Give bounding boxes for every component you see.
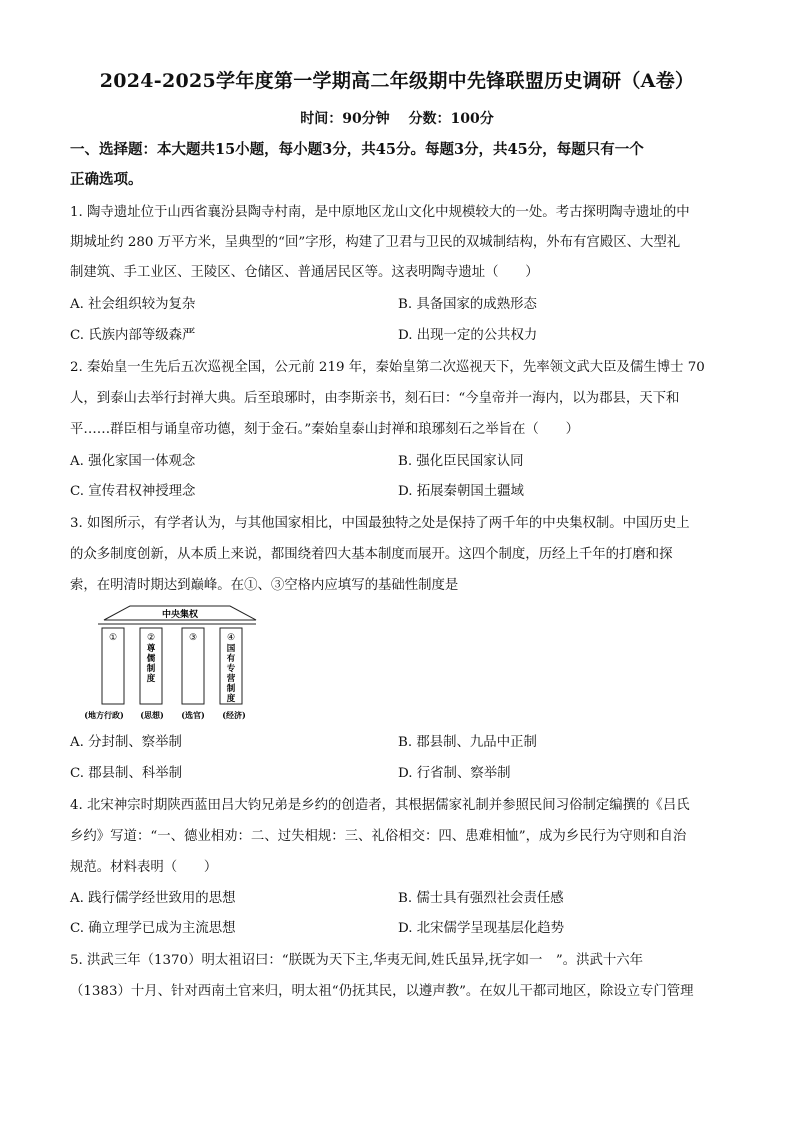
question-3-option-a[interactable]: A. 分封制、察举制	[70, 735, 182, 750]
diagram-pillar-num-1: ①	[108, 633, 118, 643]
question-3-line: 3. 如图所示，有学者认为，与其他国家相比，中国最独特之处是保持了两千年的中央集权制。中国历史上	[70, 516, 690, 531]
question-3-option-b[interactable]: B. 郡县制、九品中正制	[398, 735, 537, 750]
question-3-option-c[interactable]: C. 郡县制、科举制	[70, 766, 183, 781]
question-3-line: 索，在明清时期达到巅峰。在①、③空格内应填写的基础性制度是	[70, 578, 459, 593]
question-2-line: 平……群臣相与诵皇帝功德，刻于金石。”秦始皇泰山封禅和琅琊刻石之举旨在（ ）	[70, 422, 579, 437]
question-4-option-a[interactable]: A. 践行儒学经世致用的思想	[70, 891, 236, 906]
section-heading-line-2: 正确选项。	[70, 171, 143, 188]
diagram-label-2: (思想)	[140, 710, 164, 720]
question-1-option-a[interactable]: A. 社会组织较为复杂	[70, 297, 196, 312]
question-4-line: 4. 北宋神宗时期陕西蓝田吕大钧兄弟是乡约的创造者，其根据儒家礼制并参照民间习俗制定编撰的《吕氏	[70, 798, 690, 813]
diagram-roof-label: 中央集权	[161, 610, 199, 620]
question-1-option-c[interactable]: C. 氏族内部等级森严	[70, 328, 196, 343]
question-2-line: 2. 秦始皇一生先后五次巡视全国，公元前 219 年，秦始皇第二次巡视天下，先率领文武大臣及儒生博士 70	[70, 360, 705, 375]
diagram-pillar-4-text: 国有专营制度	[226, 644, 236, 704]
question-3-option-d[interactable]: D. 行省制、察举制	[398, 766, 511, 781]
question-1-line: 期城址约 280 万平方米，呈典型的“回”字形，构建了卫君与卫民的双城制结构，外布有宫殿区、大型礼	[70, 235, 681, 250]
question-4-line: 乡约》写道：“一、德业相劝：二、过失相规：三、礼俗相交：四、患难相恤”，成为乡民行为守则和自治	[70, 829, 687, 844]
diagram-label-1: (地方行政)	[84, 710, 124, 720]
question-2-option-d[interactable]: D. 拓展秦朝国土疆域	[398, 484, 524, 499]
question-4-option-c[interactable]: C. 确立理学已成为主流思想	[70, 921, 236, 936]
question-2-line: 人，到泰山去举行封禅大典。后至琅琊时，由李斯亲书，刻石曰：“今皇帝并一海内，以为郡县，天下和	[70, 391, 680, 406]
question-1-line: 1. 陶寺遗址位于山西省襄汾县陶寺村南，是中原地区龙山文化中规模较大的一处。考古探明陶寺遗址的中	[70, 205, 690, 220]
question-2-option-a[interactable]: A. 强化家国一体观念	[70, 454, 196, 469]
page-subtitle: 时间：90分钟 分数：100分	[300, 111, 494, 127]
question-5-line: （1383）十月、针对西南土官来归，明太祖“仍抚其民，以遵声教”。在奴儿干都司地区，除设立专门管理	[70, 984, 694, 999]
central-power-diagram	[72, 600, 262, 724]
question-2-option-b[interactable]: B. 强化臣民国家认同	[398, 454, 524, 469]
question-1-option-d[interactable]: D. 出现一定的公共权力	[398, 328, 538, 343]
question-1-option-b[interactable]: B. 具备国家的成熟形态	[398, 297, 537, 312]
diagram-label-3: (选官)	[181, 710, 205, 720]
question-3-line: 的众多制度创新，从本质上来说，都围绕着四大基本制度而展开。这四个制度，历经上千年的打磨和探	[70, 547, 673, 562]
question-5-line: 5. 洪武三年（1370）明太祖诏曰：“朕既为天下主,华夷无间,姓氏虽异,抚字如一 ”。洪武十六年	[70, 953, 644, 968]
diagram-pillar-num-4: ④	[226, 633, 236, 643]
diagram-pillar-num-2: ②	[146, 633, 156, 643]
question-4-option-d[interactable]: D. 北宋儒学呈现基层化趋势	[398, 921, 565, 936]
question-4-line: 规范。材料表明（ ）	[70, 860, 218, 875]
section-heading-line-1: 一、选择题：本大题共15小题，每小题3分，共45分。每题3分，共45分，每题只有一个	[70, 141, 644, 158]
diagram-label-4: (经济)	[222, 710, 246, 720]
question-2-option-c[interactable]: C. 宣传君权神授理念	[70, 484, 196, 499]
diagram-pillar-2-text: 尊儒制度	[146, 644, 156, 684]
question-4-option-b[interactable]: B. 儒士具有强烈社会责任感	[398, 891, 564, 906]
question-1-line: 制建筑、手工业区、王陵区、仓储区、普通居民区等。这表明陶寺遗址（ ）	[70, 265, 539, 280]
page-title: 2024-2025学年度第一学期高二年级期中先锋联盟历史调研（A卷）	[99, 70, 695, 92]
diagram-pillar-num-3: ③	[188, 633, 198, 643]
